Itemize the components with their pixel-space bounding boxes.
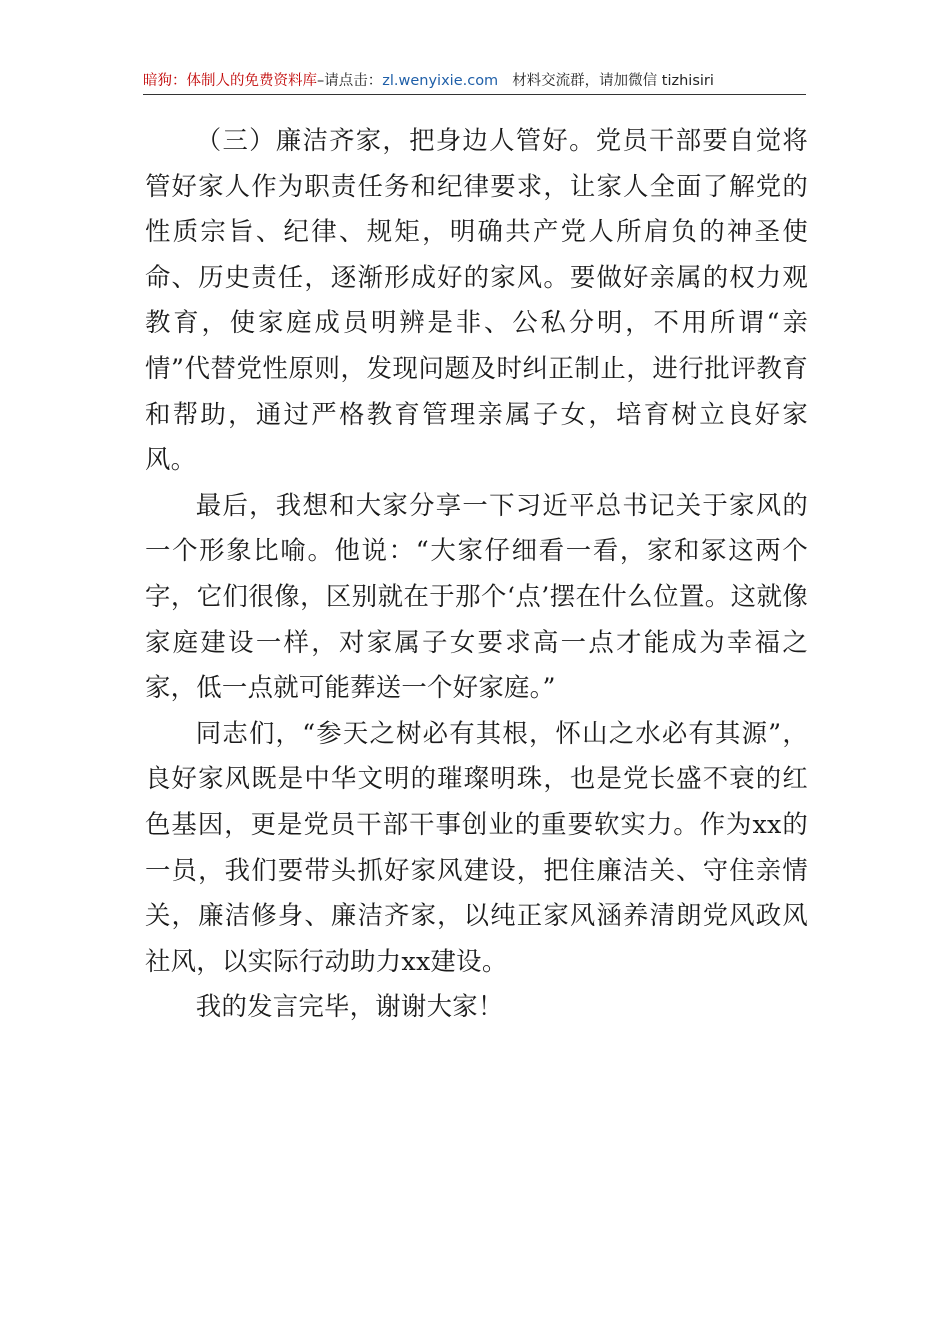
- page-header: [143, 70, 806, 92]
- document-body: [145, 118, 808, 1030]
- header-link-prompt: –请点击：: [317, 73, 383, 89]
- paragraph-metaphor: 最后，我想和大家分享一下习近平总书记关于家风的一个形象比喻。他说：“大家仔细看一看，家和冢这两个字，它们很像，区别就在于那个‘点’摆在什么位置。这就像家庭建设一样，对家属子女要求高一点才能成为幸福之家，低一点就可能葬送一个好家庭。”: [145, 489, 808, 703]
- header-link-url[interactable]: zl.wenyixie.com: [382, 73, 499, 89]
- header-divider: [143, 94, 806, 95]
- header-contact-text: 材料交流群，请加微信 tizhisiri: [512, 73, 714, 89]
- paragraph-conclusion: 同志们，“参天之树必有其根，怀山之水必有其源”，良好家风既是中华文明的璀璨明珠，也是党长盛不衰的红色基因，更是党员干部干事创业的重要软实力。作为xx的一员，我们要带头抓好家风建设，把住廉洁关、守住亲情关，廉洁修身、廉洁齐家，以纯正家风涵养清朗党风政风社风，以实际行动助力xx建设。: [145, 717, 808, 976]
- paragraph-family-integrity: （三）廉洁齐家，把身边人管好。党员干部要自觉将管好家人作为职责任务和纪律要求，让家人全面了解党的性质宗旨、纪律、规矩，明确共产党人所肩负的神圣使命、历史责任，逐渐形成好的家风。要做好亲属的权力观教育，使家庭成员明辨是非、公私分明，不用所谓“亲情”代替党性原则，发现问题及时纠正制止，进行批评教育和帮助，通过严格教育管理亲属子女，培育树立良好家风。: [145, 125, 808, 475]
- header-brand-text: 暗狗：体制人的免费资料库: [143, 73, 317, 89]
- paragraph-closing: 我的发言完毕，谢谢大家！: [195, 991, 504, 1022]
